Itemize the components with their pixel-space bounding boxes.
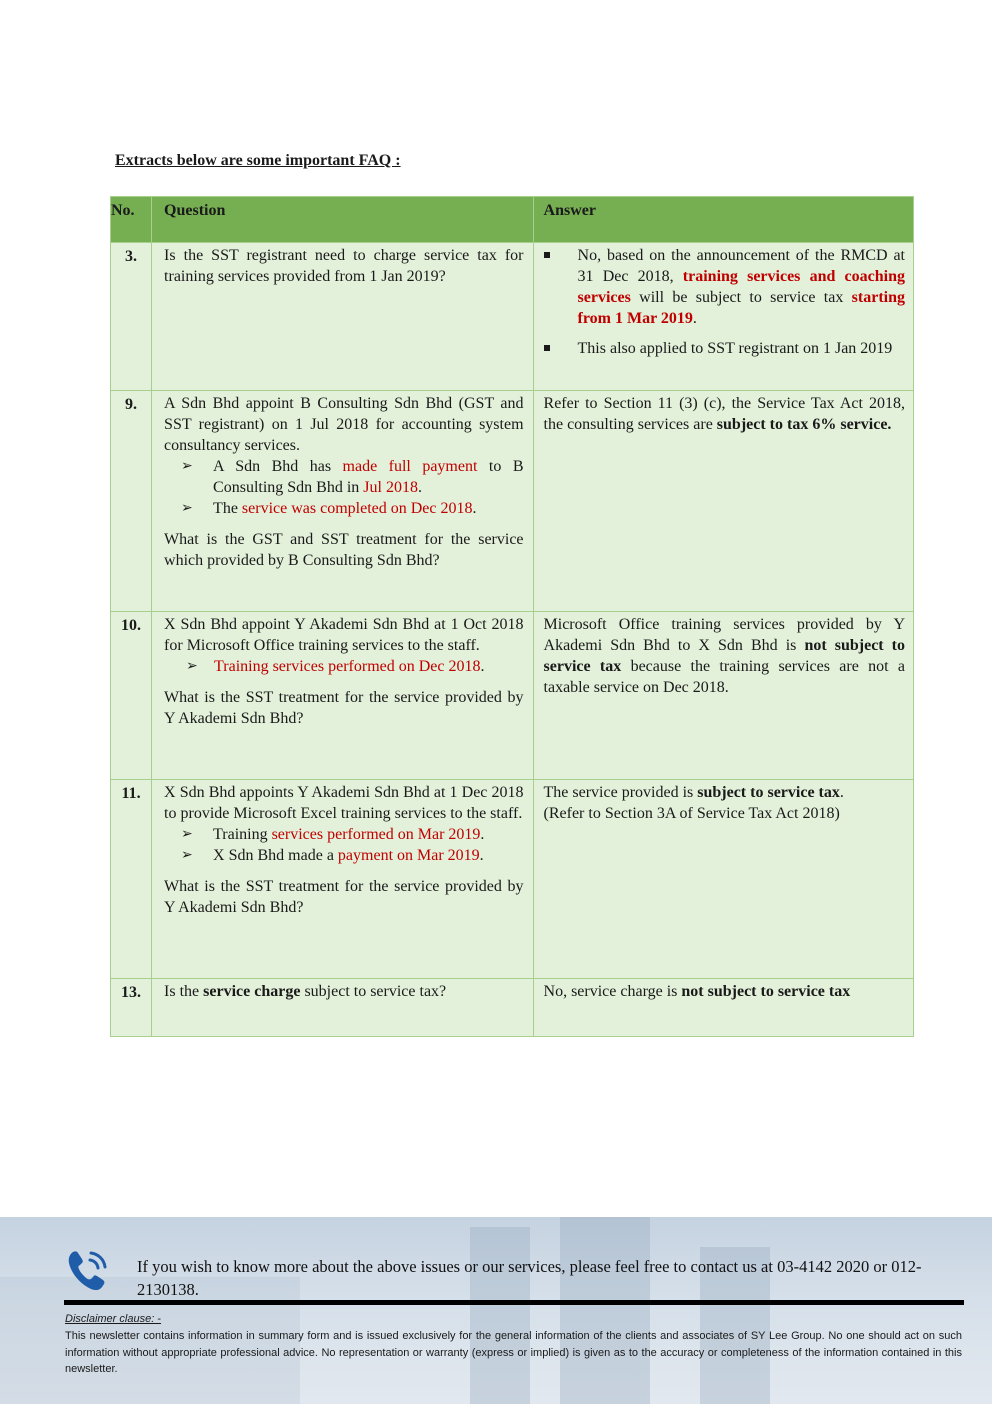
list-item: No, based on the announcement of the RMCD at 31 Dec 2018, training services and coaching services will be subject to service tax starting from 1 Mar 2019.	[542, 245, 905, 329]
answer-cell: The service provided is subject to service tax. (Refer to Section 3A of Service Tax Act 2018)	[533, 780, 913, 979]
row-number: 13.	[111, 979, 152, 1037]
header-question: Question	[152, 197, 533, 243]
table-row	[111, 391, 914, 612]
arrow-bullet-icon: ➢	[181, 500, 193, 516]
answer-cell	[533, 243, 913, 391]
question-cell: X Sdn Bhd appoints Y Akademi Sdn Bhd at 1 Dec 2018 to provide Microsoft Excel training services to the staff. ➢ Training services performed on Mar 2019. ➢ X Sdn Bhd made a payment on Mar 2019. What is the SST treatment for the service provided by Y Akademi Sdn Bhd?	[152, 780, 533, 979]
question-cell: Is the SST registrant need to charge service tax for training services provided from 1 Jan 2019?	[152, 243, 533, 391]
arrow-bullet-icon: ➢	[181, 847, 193, 863]
phone-icon	[64, 1246, 112, 1294]
header-answer: Answer	[533, 197, 913, 243]
disclaimer-title: Disclaimer clause: -	[65, 1313, 161, 1325]
list-item: ➢ X Sdn Bhd made a payment on Mar 2019.	[181, 847, 484, 864]
question-cell: A Sdn Bhd appoint B Consulting Sdn Bhd (GST and SST registrant) on 1 Jul 2018 for accounting system consultancy services. ➢ A Sdn Bhd has made full payment to B Consulting Sdn Bhd in Jul 2018. ➢ The service was completed on Dec 2018. What is the GST and SST treatment for the service which provided by B Consulting Sdn Bhd?	[152, 391, 533, 612]
arrow-bullet-icon: ➢	[186, 658, 198, 674]
row-number: 3.	[111, 243, 152, 391]
arrow-bullet-icon: ➢	[181, 826, 193, 842]
disclaimer-text: This newsletter contains information in summary form and is issued exclusively for the general information of the clients and associates of SY Lee Group. No one should act on such information without appropriate professional advice. No representation or warranty (express or implied) is given as to the accuracy or completeness of the information contained in this newsletter.	[65, 1330, 962, 1375]
row-number: 10.	[111, 612, 152, 780]
table-header-row	[111, 197, 914, 243]
contact-text: If you wish to know more about the above issues or our services, please feel free to contact us at 03-4142 2020 or 012-2130138.	[137, 1257, 922, 1299]
answer-cell: Microsoft Office training services provided by Y Akademi Sdn Bhd to X Sdn Bhd is not subject to service tax because the training services are not a taxable service on Dec 2018.	[533, 612, 913, 780]
table-row	[111, 979, 914, 1037]
list-item: ➢ Training services performed on Dec 2018.	[186, 658, 485, 675]
row-number: 11.	[111, 780, 152, 979]
table-row	[111, 243, 914, 391]
square-bullet-icon	[544, 252, 550, 258]
header-no: No.	[111, 197, 152, 243]
answer-cell: Refer to Section 11 (3) (c), the Service Tax Act 2018, the consulting services are subject to tax 6% service.	[533, 391, 913, 612]
table-row	[111, 612, 914, 780]
list-item: ➢ Training services performed on Mar 2019.	[181, 826, 485, 843]
square-bullet-icon	[544, 345, 550, 351]
list-item: This also applied to SST registrant on 1 Jan 2019	[542, 338, 905, 359]
list-item: ➢ The service was completed on Dec 2018.	[181, 500, 477, 517]
question-cell: X Sdn Bhd appoint Y Akademi Sdn Bhd at 1 Oct 2018 for Microsoft Office training services to the staff. ➢ Training services performed on Dec 2018. What is the SST treatment for the service provided by Y Akademi Sdn Bhd?	[152, 612, 533, 780]
list-item: ➢ A Sdn Bhd has made full payment to B Consulting Sdn Bhd in Jul 2018.	[181, 458, 524, 496]
row-number: 9.	[111, 391, 152, 612]
question-cell: Is the service charge subject to service tax?	[152, 979, 533, 1037]
table-row	[111, 780, 914, 979]
arrow-bullet-icon: ➢	[181, 458, 193, 474]
faq-table	[110, 196, 914, 1037]
answer-cell: No, service charge is not subject to service tax	[533, 979, 913, 1037]
faq-heading: Extracts below are some important FAQ :	[115, 152, 401, 169]
divider	[64, 1300, 964, 1305]
